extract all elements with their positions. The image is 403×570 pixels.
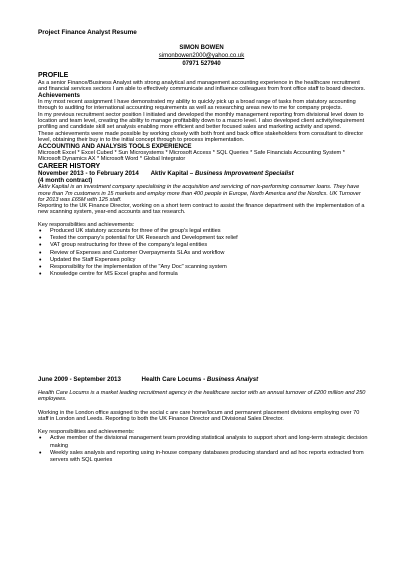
job1-employer: Aktiv Kapital <box>150 170 189 178</box>
achievements-heading: Achievements <box>38 92 80 100</box>
job2-header: June 2009 - September 2013 Health Care Locums - Business Analyst <box>38 376 259 383</box>
profile-section <box>38 72 368 278</box>
tools-heading: ACCOUNTING AND ANALYSIS TOOLS EXPERIENCE <box>38 143 192 151</box>
list-item: • Weekly sales analysis and reporting using in-house company databases producing standard and ad hoc reports extracted from servers with SQL queries <box>50 450 368 464</box>
job2-bullet-list <box>38 435 368 464</box>
job1-responsibilities-heading: Key responsibilities and achievements: <box>38 221 135 228</box>
list-item: • Active member of the divisional management team providing statistical analysis to support short and long-term strategic decision making <box>50 435 368 449</box>
job1-header: November 2013 - to February 2014 Aktiv Kapital – Business Improvement Specialist <box>38 170 294 178</box>
job2-dates: June 2009 - September 2013 <box>38 376 121 383</box>
job1-summary: Reporting to the UK Finance Director, working on a short term contract to assist the finance department with the implementation of a new scanning system, year-end accounts and tax research. <box>38 203 365 216</box>
job2-employer: Health Care Locums <box>141 376 202 383</box>
list-item: • VAT group restructuring for three of the company's legal entities <box>50 242 368 249</box>
career-heading: CAREER HISTORY <box>38 162 101 170</box>
list-item: • Review of Expenses and Customer Overpayments SLAs and workflow <box>50 250 368 257</box>
candidate-name: SIMON BOWEN <box>179 45 224 51</box>
list-item: • Knowledge centre for MS Excel graphs and formula <box>50 271 368 278</box>
achievements-paragraph-2: In my previous recruitment sector position I initiated and developed the monthly management reporting from divisional level down to location and team level, creating the ability to manage profitability down to a macro level. I also developed client activity/requirement profiling and candidate skill set analysis enabling more efficient and better focused sales and marketing activity and spend. <box>38 111 365 131</box>
job1-role: Business Improvement Specialist <box>194 170 294 178</box>
job2-responsibilities-heading: Key responsibilities and achievements: <box>38 429 135 436</box>
job2-company-description: Health Care Locums is a market leading recruitment agency in the healthcare sector with an annual turnover of £200 million and 250 employees. <box>38 390 366 403</box>
achievements-paragraph-3: These achievements were made possible by working closely with both front and back office stakeholders from consultant to director level, obtaining their buy in to the initial concept through to process implementation. <box>38 130 364 143</box>
list-item: • Produced UK statutory accounts for three of the group's legal entities <box>50 228 368 235</box>
job1-bullet-list <box>38 228 368 278</box>
job1-company-description: Aktiv Kapital is an investment company specialising in the acquisition and servicing of non-performing consumer loans. They have more than 7m customers in 15 markets and employ more than 400 people in Europe, North America and the Nordics. UK Turnover for 2013 was £65M with 125 staff. <box>38 184 361 203</box>
document-title: Project Finance Analyst Resume <box>38 29 137 36</box>
job1-dates: November 2013 - to February 2014 <box>38 170 139 178</box>
list-item: • Tested the company's potential for UK Research and Development tax relief <box>50 235 368 242</box>
list-item: • Updated the Staff Expenses policy <box>50 257 368 264</box>
profile-text: As a senior Finance/Business Analyst with strong analytical and management accounting experience in the healthcare recruitment and financial services sectors I am able to effectively communicate and influence colleagues from front office staff to board directors. <box>38 79 366 92</box>
profile-heading: PROFILE <box>38 72 69 79</box>
email-link[interactable]: simonbowen2000@yahoo.co.uk <box>158 53 245 59</box>
job2-section <box>38 376 368 464</box>
tools-text: Microsoft Excel * Excel Cubed * Sun Microsystems * Microsoft Access * SQL Queries * Safe Financials Accounting System * Microsoft Dynamics AX * Microsoft Word * Global Integrator <box>38 150 345 163</box>
phone-number: 07971 527940 <box>182 61 221 67</box>
job2-summary: Working in the London office assigned to the social c are care home/locum and permanent placement divisions employing over 70 staff in London and Leeds. Reporting to both the UK Finance Director and Divisional Sales Director. <box>38 409 360 422</box>
achievements-paragraph-1: In my most recent assignment I have demonstrated my ability to quickly pick up a broad range of tasks from statutory accounting through to auditing for international accounting requirements as well as researching areas new to me for company projects. <box>38 99 356 112</box>
contact-block <box>0 44 403 68</box>
job2-role: Business Analyst <box>206 376 259 383</box>
list-item: • Responsibility for the implementation of the "Any Doc" scanning system <box>50 264 368 271</box>
job1-duration: (4 month contract) <box>38 177 93 185</box>
